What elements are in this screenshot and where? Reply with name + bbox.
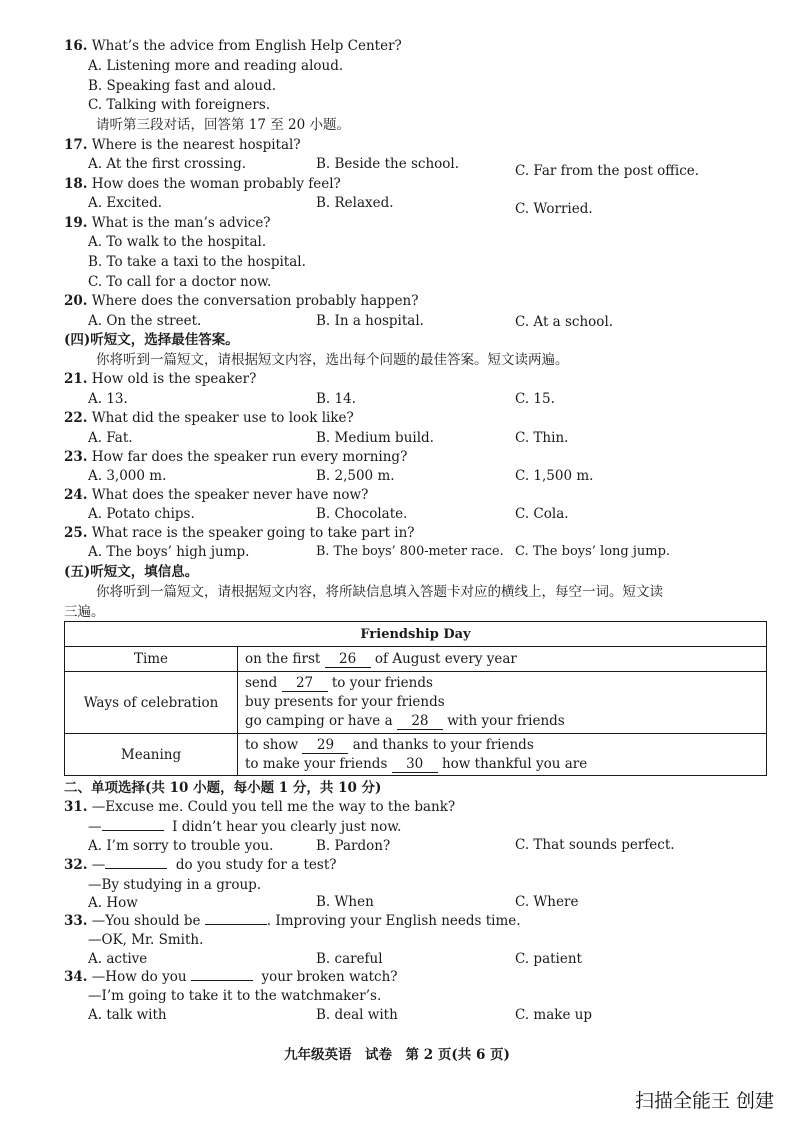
question-33-line-2: —OK, Mr. Smith. <box>88 932 204 948</box>
question-number: 31. <box>64 799 88 815</box>
time-cell <box>238 647 767 672</box>
question-text: do you study for a test? <box>175 857 337 873</box>
meaning-label: Meaning <box>65 734 238 776</box>
option-a: A. How <box>88 895 138 911</box>
blank-27: 27 <box>282 676 328 692</box>
section-5-instruction-cont: 三遍。 <box>64 604 105 620</box>
meaning-cell <box>238 734 767 776</box>
option-b: B. Medium build. <box>316 430 434 446</box>
question-20 <box>64 292 419 310</box>
option-b: B. To take a taxi to the hospital. <box>88 254 306 270</box>
scanner-watermark: 扫描全能王 创建 <box>634 1090 774 1112</box>
option-a: A. Excited. <box>88 195 163 211</box>
question-number: 32. <box>64 857 88 873</box>
question-text: What did the speaker use to look like? <box>91 410 354 426</box>
question-number: 34. <box>64 969 88 985</box>
answer-blank <box>102 830 164 831</box>
question-text: What does the speaker never have now? <box>91 487 369 503</box>
question-text: What race is the speaker going to take part in? <box>91 525 415 541</box>
question-34-line-2: —I’m going to take it to the watchmaker’s. <box>88 988 382 1004</box>
question-18 <box>64 175 341 193</box>
question-number: 24. <box>64 487 88 503</box>
question-text: —You should be <box>91 913 201 929</box>
blank-26: 26 <box>325 652 371 668</box>
time-text-post: of August every year <box>374 650 517 667</box>
option-a: A. To walk to the hospital. <box>88 234 267 250</box>
answer-blank <box>191 980 253 981</box>
option-b: B. Chocolate. <box>316 506 408 522</box>
option-a: A. At the first crossing. <box>88 156 247 172</box>
question-number: 16. <box>64 38 88 54</box>
blank-28: 28 <box>397 714 443 730</box>
dash: — <box>88 819 102 835</box>
question-text: Where is the nearest hospital? <box>91 137 301 153</box>
option-b: B. careful <box>316 951 383 967</box>
ways-line-3 <box>245 712 759 731</box>
meaning-text: to make your friends <box>245 755 388 772</box>
option-b: B. In a hospital. <box>316 313 424 329</box>
question-32-line-2: —By studying in a group. <box>88 877 262 893</box>
question-text: How far does the speaker run every morning? <box>91 449 408 465</box>
question-17 <box>64 136 301 154</box>
option-c: C. Talking with foreigners. <box>88 97 271 113</box>
question-19 <box>64 214 271 232</box>
option-a: A. 13. <box>88 391 128 407</box>
dialogue-3-instruction: 请听第三段对话，回答第 17 至 20 小题。 <box>96 117 351 133</box>
option-c: C. At a school. <box>515 314 614 330</box>
question-number: 18. <box>64 176 88 192</box>
question-23 <box>64 448 407 466</box>
blank-29: 29 <box>302 738 348 754</box>
table-title: Friendship Day <box>65 622 767 647</box>
option-a: A. Listening more and reading aloud. <box>88 58 344 74</box>
option-c: C. The boys’ long jump. <box>515 544 671 559</box>
option-c: C. That sounds perfect. <box>515 837 675 853</box>
option-b: B. deal with <box>316 1007 398 1023</box>
question-text: —How do you <box>91 969 187 985</box>
option-c: C. To call for a doctor now. <box>88 274 272 290</box>
question-33 <box>64 912 521 930</box>
section-4-instruction: 你将听到一篇短文，请根据短文内容，选出每个问题的最佳答案。短文读两遍。 <box>96 352 569 368</box>
option-c: C. Worried. <box>515 201 593 217</box>
question-16 <box>64 37 402 55</box>
question-24 <box>64 486 368 504</box>
time-label: Time <box>65 647 238 672</box>
option-c: C. make up <box>515 1007 593 1023</box>
question-text: Where does the conversation probably happen? <box>91 293 419 309</box>
meaning-line-2 <box>245 755 759 774</box>
option-b: B. The boys’ 800-meter race. <box>316 544 504 559</box>
question-text: How does the woman probably feel? <box>91 176 341 192</box>
option-b: B. Relaxed. <box>316 195 394 211</box>
meaning-text-post: and thanks to your friends <box>352 736 534 753</box>
answer-blank <box>105 868 167 869</box>
option-a: A. I’m sorry to trouble you. <box>88 838 274 854</box>
meaning-text: to show <box>245 736 299 753</box>
question-number: 23. <box>64 449 88 465</box>
option-c: C. Where <box>515 894 579 910</box>
ways-cell <box>238 672 767 734</box>
option-c: C. 15. <box>515 391 555 407</box>
option-b: B. 14. <box>316 391 356 407</box>
option-c: C. Cola. <box>515 506 569 522</box>
question-number: 25. <box>64 525 88 541</box>
question-21 <box>64 370 256 388</box>
option-a: A. 3,000 m. <box>88 468 167 484</box>
ways-line-1 <box>245 674 759 693</box>
dash: — <box>91 857 106 873</box>
meaning-text-post: how thankful you are <box>441 755 588 772</box>
question-number: 17. <box>64 137 88 153</box>
option-b: B. Speaking fast and aloud. <box>88 78 277 94</box>
question-number: 19. <box>64 215 88 231</box>
ways-text-post: with your friends <box>447 713 565 729</box>
question-text: —Excuse me. Could you tell me the way to the bank? <box>91 799 456 815</box>
option-c: C. patient <box>515 951 582 967</box>
ways-text: send <box>245 675 278 691</box>
question-number: 20. <box>64 293 88 309</box>
ways-text-post: to your friends <box>331 675 433 691</box>
friendship-day-table <box>64 621 767 776</box>
ways-text: go camping or have a <box>245 713 393 729</box>
question-number: 33. <box>64 913 88 929</box>
question-text-post: . Improving your English needs time. <box>266 913 521 929</box>
option-b: B. When <box>316 894 374 910</box>
question-text-post: your broken watch? <box>261 969 398 985</box>
question-25 <box>64 524 415 542</box>
option-a: A. Fat. <box>88 430 133 446</box>
option-a: A. active <box>88 951 148 967</box>
option-b: B. Pardon? <box>316 838 391 854</box>
question-text: I didn’t hear you clearly just now. <box>172 819 402 835</box>
question-22 <box>64 409 354 427</box>
option-b: B. Beside the school. <box>316 156 460 172</box>
question-31-line-2 <box>88 818 401 836</box>
question-text: What is the man’s advice? <box>91 215 271 231</box>
option-c: C. Far from the post office. <box>515 163 700 179</box>
question-32 <box>64 856 337 874</box>
answer-blank <box>205 924 267 925</box>
section-5-title: (五)听短文，填信息。 <box>64 564 199 580</box>
option-a: A. The boys’ high jump. <box>88 544 250 560</box>
option-a: A. talk with <box>88 1007 167 1023</box>
ways-label: Ways of celebration <box>65 672 238 734</box>
option-b: B. 2,500 m. <box>316 468 395 484</box>
blank-30: 30 <box>392 757 438 773</box>
question-34 <box>64 968 398 986</box>
question-number: 21. <box>64 371 88 387</box>
question-text: What’s the advice from English Help Center? <box>91 38 402 54</box>
part-2-title: 二、单项选择(共 10 小题，每小题 1 分，共 10 分) <box>64 780 382 796</box>
ways-line-2: buy presents for your friends <box>245 694 445 710</box>
option-a: A. Potato chips. <box>88 506 195 522</box>
time-text: on the first <box>245 650 321 667</box>
option-c: C. Thin. <box>515 430 569 446</box>
option-c: C. 1,500 m. <box>515 468 594 484</box>
page-footer: 九年级英语 试卷 第 2 页(共 6 页) <box>284 1047 510 1063</box>
meaning-line-1 <box>245 736 759 755</box>
section-4-title: (四)听短文，选择最佳答案。 <box>64 332 239 348</box>
question-number: 22. <box>64 410 88 426</box>
option-a: A. On the street. <box>88 313 202 329</box>
question-31 <box>64 798 455 816</box>
section-5-instruction: 你将听到一篇短文，请根据短文内容，将所缺信息填入答题卡对应的横线上，每空一词。短文读 <box>96 584 663 600</box>
question-text: How old is the speaker? <box>91 371 257 387</box>
